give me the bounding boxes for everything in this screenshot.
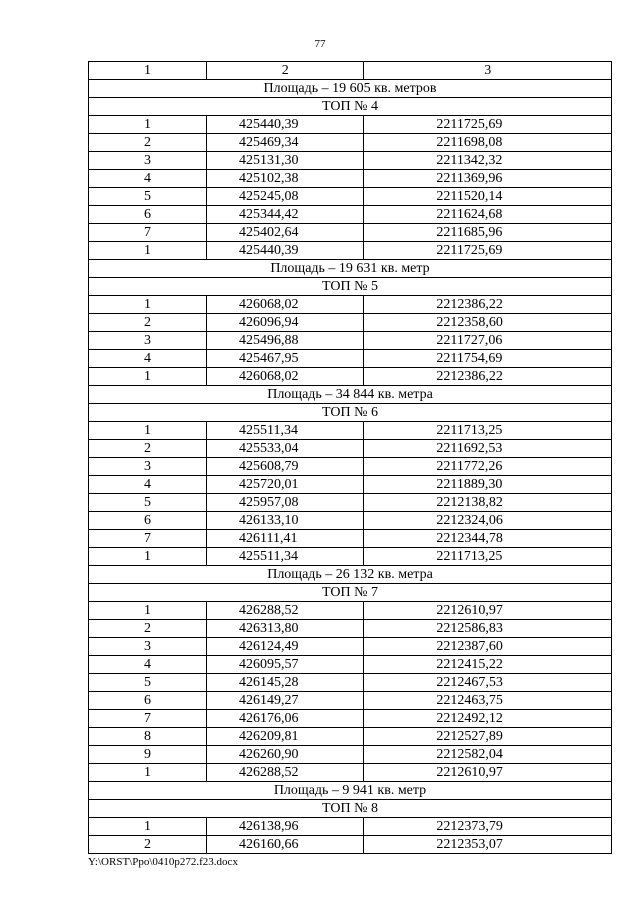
x-coordinate-cell: 425102,38 (207, 170, 364, 188)
x-coordinate-cell: 425402,64 (207, 224, 364, 242)
point-number-cell: 4 (89, 170, 207, 188)
table-row (89, 332, 612, 350)
y-coordinate-cell: 2211725,69 (364, 242, 612, 260)
y-coordinate-cell: 2212527,89 (364, 728, 612, 746)
x-coordinate-cell: 426068,02 (207, 296, 364, 314)
table-header-row (89, 62, 612, 80)
area-row (89, 80, 612, 98)
table-row (89, 314, 612, 332)
table-row (89, 710, 612, 728)
y-coordinate-cell: 2212582,04 (364, 746, 612, 764)
x-coordinate-cell: 425440,39 (207, 242, 364, 260)
y-coordinate-cell: 2211713,25 (364, 548, 612, 566)
area-row (89, 260, 612, 278)
y-coordinate-cell: 2211369,96 (364, 170, 612, 188)
point-number-cell: 1 (89, 368, 207, 386)
point-number-cell: 1 (89, 548, 207, 566)
x-coordinate-cell: 425344,42 (207, 206, 364, 224)
y-coordinate-cell: 2211889,30 (364, 476, 612, 494)
table-row (89, 728, 612, 746)
x-coordinate-cell: 426160,66 (207, 836, 364, 854)
top-row (89, 584, 612, 602)
point-number-cell: 3 (89, 638, 207, 656)
y-coordinate-cell: 2211725,69 (364, 116, 612, 134)
y-coordinate-cell: 2212387,60 (364, 638, 612, 656)
table-row (89, 656, 612, 674)
x-coordinate-cell: 426313,80 (207, 620, 364, 638)
point-number-cell: 3 (89, 458, 207, 476)
area-heading: Площадь – 34 844 кв. метра (89, 386, 612, 404)
header-cell-2: 2 (207, 62, 364, 80)
point-number-cell: 4 (89, 350, 207, 368)
table-row (89, 602, 612, 620)
table-row (89, 206, 612, 224)
point-number-cell: 6 (89, 512, 207, 530)
y-coordinate-cell: 2212610,97 (364, 602, 612, 620)
table-row (89, 296, 612, 314)
table-row (89, 422, 612, 440)
table-row (89, 692, 612, 710)
point-number-cell: 7 (89, 224, 207, 242)
area-heading: Площадь – 26 132 кв. метра (89, 566, 612, 584)
table-row (89, 674, 612, 692)
x-coordinate-cell: 426209,81 (207, 728, 364, 746)
x-coordinate-cell: 426111,41 (207, 530, 364, 548)
point-number-cell: 1 (89, 602, 207, 620)
file-path-footer: Y:\ORST\Ppo\0410p272.f23.docx (88, 856, 238, 868)
x-coordinate-cell: 425467,95 (207, 350, 364, 368)
y-coordinate-cell: 2212492,12 (364, 710, 612, 728)
y-coordinate-cell: 2212138,82 (364, 494, 612, 512)
point-number-cell: 5 (89, 188, 207, 206)
table-row (89, 134, 612, 152)
table-row (89, 818, 612, 836)
point-number-cell: 4 (89, 656, 207, 674)
table-row (89, 494, 612, 512)
top-heading: ТОП № 5 (89, 278, 612, 296)
table-row (89, 242, 612, 260)
point-number-cell: 1 (89, 764, 207, 782)
point-number-cell: 4 (89, 476, 207, 494)
table-row (89, 512, 612, 530)
x-coordinate-cell: 425957,08 (207, 494, 364, 512)
table-row (89, 476, 612, 494)
table-row (89, 188, 612, 206)
y-coordinate-cell: 2212467,53 (364, 674, 612, 692)
y-coordinate-cell: 2211342,32 (364, 152, 612, 170)
table-row (89, 368, 612, 386)
point-number-cell: 1 (89, 296, 207, 314)
point-number-cell: 3 (89, 152, 207, 170)
area-row (89, 566, 612, 584)
x-coordinate-cell: 426288,52 (207, 764, 364, 782)
point-number-cell: 2 (89, 620, 207, 638)
point-number-cell: 1 (89, 818, 207, 836)
point-number-cell: 2 (89, 134, 207, 152)
area-row (89, 782, 612, 800)
y-coordinate-cell: 2212358,60 (364, 314, 612, 332)
x-coordinate-cell: 426096,94 (207, 314, 364, 332)
y-coordinate-cell: 2212386,22 (364, 296, 612, 314)
point-number-cell: 2 (89, 440, 207, 458)
table-row (89, 350, 612, 368)
table-row (89, 440, 612, 458)
point-number-cell: 2 (89, 836, 207, 854)
x-coordinate-cell: 426133,10 (207, 512, 364, 530)
table-row (89, 620, 612, 638)
area-heading: Площадь – 19 605 кв. метров (89, 80, 612, 98)
table-row (89, 764, 612, 782)
area-heading: Площадь – 19 631 кв. метр (89, 260, 612, 278)
point-number-cell: 5 (89, 674, 207, 692)
area-heading: Площадь – 9 941 кв. метр (89, 782, 612, 800)
point-number-cell: 1 (89, 422, 207, 440)
table-row (89, 116, 612, 134)
x-coordinate-cell: 425533,04 (207, 440, 364, 458)
y-coordinate-cell: 2212610,97 (364, 764, 612, 782)
table-row (89, 746, 612, 764)
y-coordinate-cell: 2211713,25 (364, 422, 612, 440)
area-row (89, 386, 612, 404)
point-number-cell: 2 (89, 314, 207, 332)
top-heading: ТОП № 8 (89, 800, 612, 818)
point-number-cell: 9 (89, 746, 207, 764)
top-row (89, 278, 612, 296)
table-row (89, 548, 612, 566)
coordinates-table (88, 61, 612, 854)
top-row (89, 800, 612, 818)
x-coordinate-cell: 425469,34 (207, 134, 364, 152)
x-coordinate-cell: 425440,39 (207, 116, 364, 134)
y-coordinate-cell: 2212344,78 (364, 530, 612, 548)
y-coordinate-cell: 2211685,96 (364, 224, 612, 242)
y-coordinate-cell: 2212324,06 (364, 512, 612, 530)
y-coordinate-cell: 2212373,79 (364, 818, 612, 836)
y-coordinate-cell: 2212353,07 (364, 836, 612, 854)
y-coordinate-cell: 2212386,22 (364, 368, 612, 386)
point-number-cell: 7 (89, 710, 207, 728)
y-coordinate-cell: 2212586,83 (364, 620, 612, 638)
x-coordinate-cell: 426288,52 (207, 602, 364, 620)
point-number-cell: 7 (89, 530, 207, 548)
x-coordinate-cell: 426149,27 (207, 692, 364, 710)
table-row (89, 224, 612, 242)
x-coordinate-cell: 426176,06 (207, 710, 364, 728)
y-coordinate-cell: 2211692,53 (364, 440, 612, 458)
table-row (89, 458, 612, 476)
y-coordinate-cell: 2211772,26 (364, 458, 612, 476)
table-row (89, 152, 612, 170)
x-coordinate-cell: 426124,49 (207, 638, 364, 656)
top-row (89, 98, 612, 116)
y-coordinate-cell: 2211698,08 (364, 134, 612, 152)
x-coordinate-cell: 426138,96 (207, 818, 364, 836)
header-cell-3: 3 (364, 62, 612, 80)
x-coordinate-cell: 425131,30 (207, 152, 364, 170)
top-heading: ТОП № 4 (89, 98, 612, 116)
point-number-cell: 6 (89, 692, 207, 710)
table-row (89, 638, 612, 656)
x-coordinate-cell: 425720,01 (207, 476, 364, 494)
top-heading: ТОП № 7 (89, 584, 612, 602)
y-coordinate-cell: 2211520,14 (364, 188, 612, 206)
x-coordinate-cell: 425245,08 (207, 188, 364, 206)
point-number-cell: 1 (89, 116, 207, 134)
point-number-cell: 8 (89, 728, 207, 746)
y-coordinate-cell: 2212463,75 (364, 692, 612, 710)
y-coordinate-cell: 2211754,69 (364, 350, 612, 368)
x-coordinate-cell: 426068,02 (207, 368, 364, 386)
point-number-cell: 1 (89, 242, 207, 260)
x-coordinate-cell: 425511,34 (207, 548, 364, 566)
point-number-cell: 6 (89, 206, 207, 224)
x-coordinate-cell: 426095,57 (207, 656, 364, 674)
x-coordinate-cell: 425496,88 (207, 332, 364, 350)
x-coordinate-cell: 425511,34 (207, 422, 364, 440)
point-number-cell: 3 (89, 332, 207, 350)
coordinates-table-body (89, 62, 612, 854)
top-row (89, 404, 612, 422)
point-number-cell: 5 (89, 494, 207, 512)
table-row (89, 836, 612, 854)
table-row (89, 530, 612, 548)
x-coordinate-cell: 425608,79 (207, 458, 364, 476)
header-cell-1: 1 (89, 62, 207, 80)
x-coordinate-cell: 426260,90 (207, 746, 364, 764)
page-number: 77 (314, 38, 326, 50)
x-coordinate-cell: 426145,28 (207, 674, 364, 692)
top-heading: ТОП № 6 (89, 404, 612, 422)
table-row (89, 170, 612, 188)
y-coordinate-cell: 2212415,22 (364, 656, 612, 674)
y-coordinate-cell: 2211624,68 (364, 206, 612, 224)
y-coordinate-cell: 2211727,06 (364, 332, 612, 350)
